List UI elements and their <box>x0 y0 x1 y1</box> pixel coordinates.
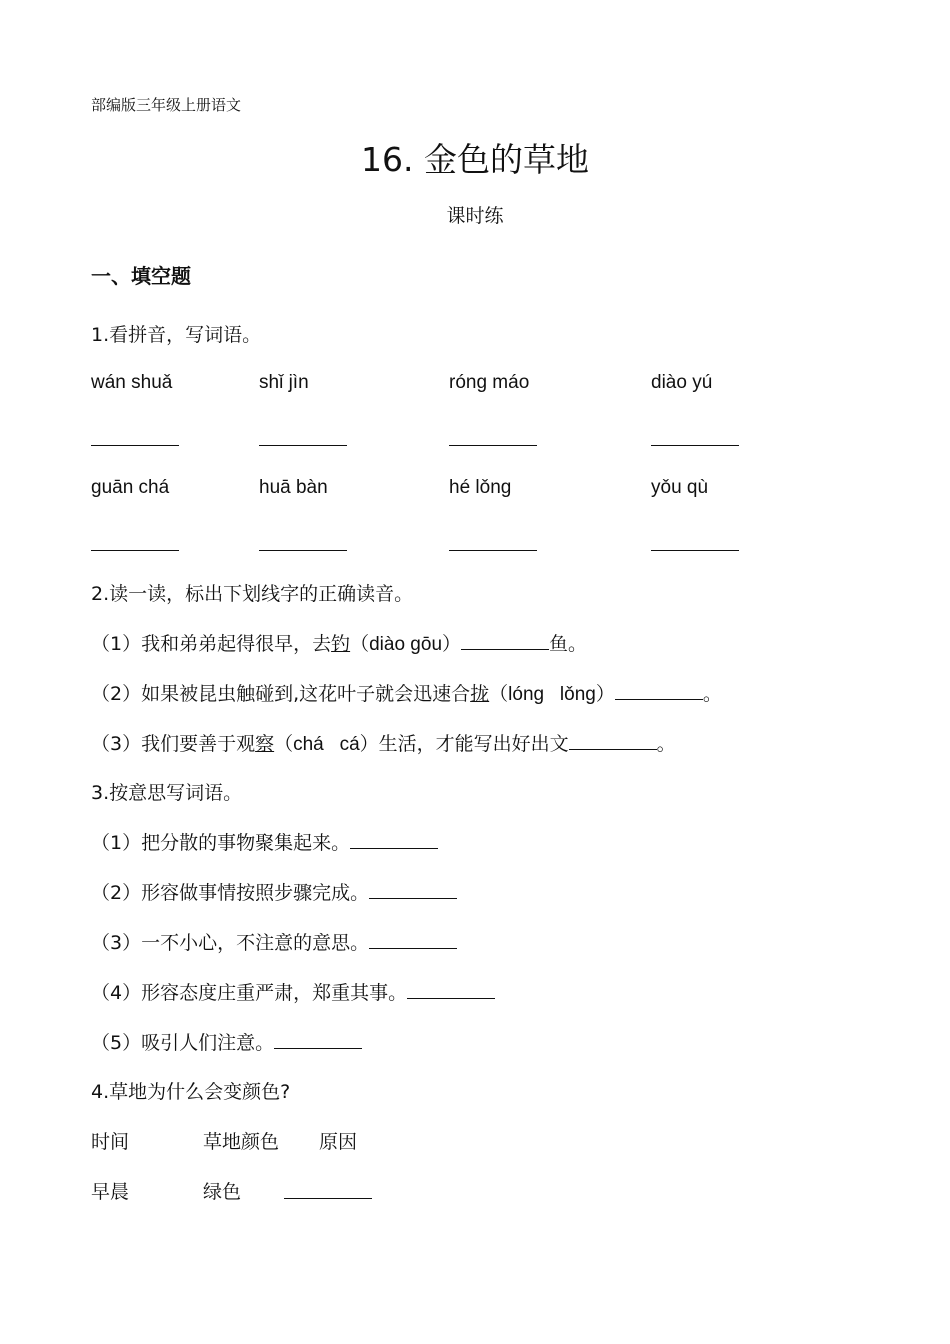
question-4-title: 4.草地为什么会变颜色? <box>91 1081 291 1103</box>
item-text: （3）我们要善于观 <box>91 733 256 755</box>
underlined-char: 拢 <box>470 683 490 705</box>
answer-blank[interactable] <box>91 445 179 446</box>
item-text: （1）把分散的事物聚集起来。 <box>91 832 351 854</box>
answer-blank[interactable] <box>449 550 537 551</box>
item-text: 鱼。 <box>549 633 588 655</box>
item-text: （1）我和弟弟起得很早，去 <box>91 633 332 655</box>
item-text: （2）形容做事情按照步骤完成。 <box>91 882 370 904</box>
underlined-char: 察 <box>255 733 275 755</box>
table-header-time: 时间 <box>91 1131 130 1153</box>
page-subtitle: 课时练 <box>446 205 504 227</box>
question-3-item <box>91 1028 362 1055</box>
question-3-title: 3.按意思写词语。 <box>91 782 243 804</box>
pinyin-item: guān chá <box>91 477 170 498</box>
answer-blank[interactable] <box>369 880 457 899</box>
item-text: （4）形容态度庄重严肃，郑重其事。 <box>91 982 408 1004</box>
answer-blank[interactable] <box>259 445 347 446</box>
item-text: （3）一不小心，不注意的意思。 <box>91 932 370 954</box>
answer-blank[interactable] <box>407 980 495 999</box>
underlined-char: 钓 <box>331 633 351 655</box>
section-heading: 一、填空题 <box>91 264 191 288</box>
answer-blank[interactable] <box>461 631 549 650</box>
question-2-item-2 <box>91 679 722 706</box>
answer-blank[interactable] <box>369 930 457 949</box>
table-cell-color: 绿色 <box>203 1181 242 1203</box>
answer-blank[interactable] <box>91 550 179 551</box>
pinyin-item: hé lǒng <box>449 477 512 498</box>
item-text: 。 <box>656 733 676 755</box>
question-1-title: 1.看拼音，写词语。 <box>91 324 262 346</box>
document-header: 部编版三年级上册语文 <box>91 96 242 114</box>
question-2-title: 2.读一读，标出下划线字的正确读音。 <box>91 583 414 605</box>
answer-blank[interactable] <box>350 830 438 849</box>
pinyin-item: róng máo <box>449 372 530 393</box>
answer-blank[interactable] <box>651 445 739 446</box>
question-3-item <box>91 928 457 955</box>
question-3-item <box>91 978 495 1005</box>
page-title: 16. 金色的草地 <box>361 140 589 179</box>
question-2-item-3 <box>91 729 676 756</box>
pinyin-options: （chá cá） <box>274 734 379 755</box>
answer-blank[interactable] <box>569 731 657 750</box>
item-text: （2）如果被昆虫触碰到,这花叶子就会迅速合 <box>91 683 471 705</box>
answer-blank[interactable] <box>449 445 537 446</box>
answer-blank[interactable] <box>284 1198 372 1199</box>
table-header-color: 草地颜色 <box>203 1131 280 1153</box>
pinyin-options: （diào gōu） <box>350 634 462 655</box>
item-text: 。 <box>702 683 722 705</box>
item-text: （5）吸引人们注意。 <box>91 1032 275 1054</box>
question-3-item <box>91 828 438 855</box>
table-header-reason: 原因 <box>319 1131 358 1153</box>
pinyin-item: huā bàn <box>259 477 328 498</box>
answer-blank[interactable] <box>274 1030 362 1049</box>
pinyin-options: （lóng lǒng） <box>489 684 615 705</box>
pinyin-item: yǒu qù <box>651 477 709 498</box>
pinyin-item: diào yú <box>651 372 713 393</box>
pinyin-item: wán shuǎ <box>91 372 173 393</box>
answer-blank[interactable] <box>259 550 347 551</box>
answer-blank[interactable] <box>615 681 703 700</box>
answer-blank[interactable] <box>651 550 739 551</box>
question-3-item <box>91 878 457 905</box>
item-text: 生活，才能写出好出文 <box>378 733 569 755</box>
pinyin-item: shǐ jìn <box>259 372 309 393</box>
question-2-item-1 <box>91 629 587 656</box>
table-cell-time: 早晨 <box>91 1181 130 1203</box>
